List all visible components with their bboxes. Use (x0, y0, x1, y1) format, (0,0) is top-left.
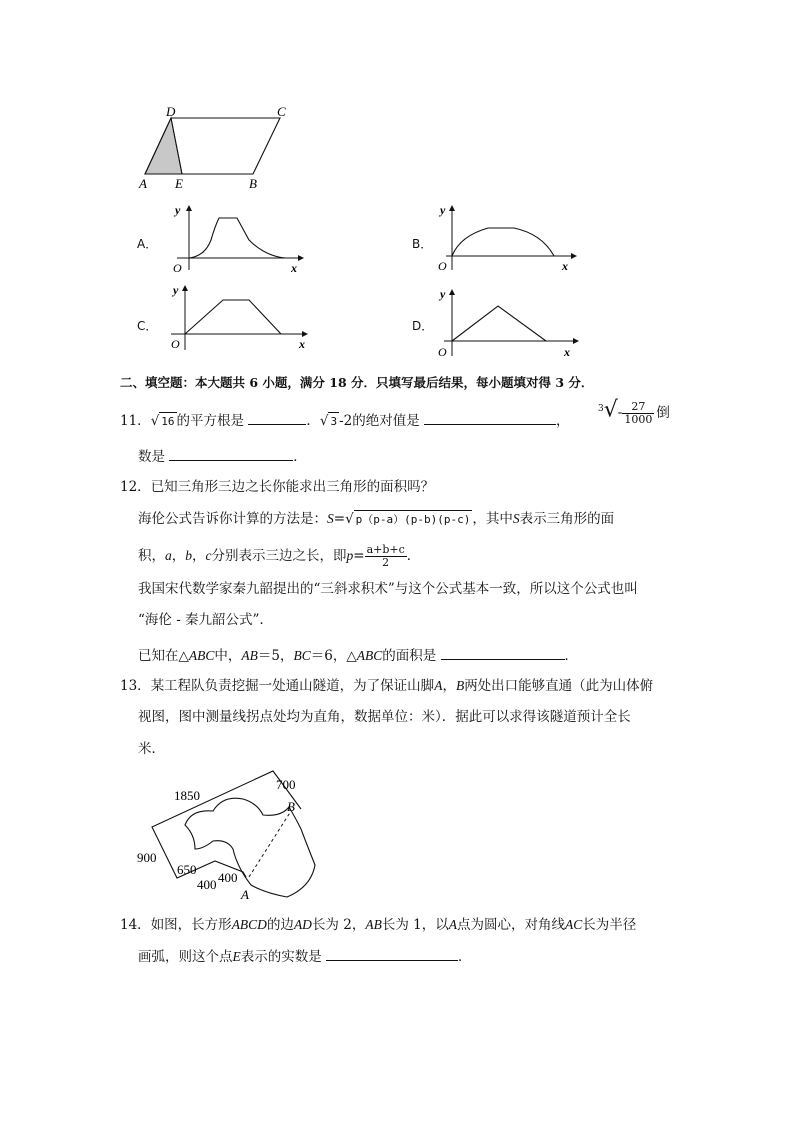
option-c-label: C． (137, 319, 158, 333)
q14-line-1d: 长为 1，以 (381, 917, 449, 933)
cube-root-expression: $^3$√- $\frac{27}{1000}$ 倒 (598, 397, 670, 426)
q13-line-1a: 某工程队负责挖掘一处通山隧道，为了保证山脚 (150, 678, 435, 694)
q12-line-4: 我国宋代数学家秦九韶提出的“三斜求积术”与这个公式基本一致，所以这个公式也叫 (138, 581, 638, 597)
q12-heron-formula-line (138, 510, 614, 529)
segment-ab: AB (241, 648, 258, 663)
q12-line-3 (138, 544, 420, 569)
triangle-abc: ABC (356, 648, 383, 663)
period: ． (458, 949, 472, 965)
graph-option-b (438, 200, 583, 278)
question-13 (120, 677, 653, 695)
question-14 (120, 916, 636, 934)
label-C: C (277, 104, 286, 119)
answer-blank-4[interactable] (441, 645, 565, 660)
tunnel-dashed-line (249, 811, 291, 877)
fraction-semi-perimeter: $\frac{a+b+c}{2}$ (366, 543, 405, 569)
section-title: 二、填空题：本大题共 6 小题，满分 18 分．只填写最后结果，每小题填对得 3 分． (120, 375, 594, 390)
segment-ac: AC (564, 917, 583, 932)
parallelogram-figure (135, 100, 295, 192)
equals: = (353, 548, 365, 564)
sqrt-radical: √ p（p-a）(p-b)(p-c) (345, 511, 471, 527)
answer-blank-3[interactable] (169, 446, 293, 461)
q12-line-3b: 分别表示三边之长，即 (211, 548, 347, 564)
q11-text-6: 数是 (138, 449, 165, 465)
y-axis-label: y (173, 283, 179, 297)
label-E: E (175, 176, 183, 191)
q14-line-2b: 表示的实数是 (240, 949, 322, 965)
q14-line-1a: 如图，长方形 (150, 917, 232, 933)
question-11-line-2 (138, 446, 307, 466)
q13-line-1b: 两处出口能够直通（此为山体俯 (464, 678, 654, 694)
y-axis-label: y (440, 287, 446, 301)
q14-line-1b: 的边 (266, 917, 294, 933)
var-c: c (205, 548, 212, 563)
graph-option-c (165, 282, 315, 360)
measure-1850: 1850 (174, 788, 200, 803)
x-axis-label: x (291, 261, 297, 275)
comma: ， (442, 678, 456, 694)
q12-line-6b: 中， (214, 648, 242, 664)
q12-line-5: “海伦 - 秦九韶公式”． (138, 612, 273, 628)
q14-line-1c: 长为 2， (311, 917, 366, 933)
sqrt-16: √ 16 (150, 413, 175, 429)
tunnel-figure (133, 765, 333, 905)
var-S: S (512, 511, 520, 526)
fraction-27-1000: $\frac{27}{1000}$ (624, 399, 653, 426)
x-axis-label: x (299, 337, 305, 351)
answer-blank-5[interactable] (326, 946, 458, 961)
var-b: b (185, 548, 192, 563)
question-number: 11． (120, 413, 151, 429)
comma: ， (171, 548, 186, 564)
option-d-label: D． (412, 319, 434, 333)
q12-line-6 (138, 645, 578, 665)
q14-line-1f: 长为半径 (582, 917, 637, 933)
point-B-label: B (287, 799, 295, 814)
q12-line-1: 已知三角形三边之长你能求出三角形的面积吗？ (150, 479, 435, 495)
measure-400-left: 400 (197, 877, 217, 892)
option-a-label: A． (137, 237, 158, 251)
period: ． (406, 548, 421, 564)
q11-text-7: ． (293, 449, 307, 465)
period: ． (564, 648, 579, 664)
q13-line-2: 视图，图中测量线拐点处均为直角，数据单位：米）．据此可以求得该隧道预计全长 (138, 709, 631, 725)
segment-ab: AB (365, 917, 382, 932)
var-S: S (327, 511, 334, 526)
q11-text-3: -2的绝对值是 (339, 413, 420, 429)
question-number: 14． (120, 917, 151, 933)
sqrt-3: √ 3 (319, 413, 338, 429)
segment-bc: BC (293, 648, 311, 663)
segment-ad: AD (293, 917, 312, 932)
label-A: A (139, 176, 147, 191)
x-axis-label: x (562, 259, 568, 273)
q11-text-5: 倒 (656, 404, 670, 421)
measure-700: 700 (276, 777, 296, 792)
comma: ， (192, 548, 206, 564)
measure-900: 900 (137, 850, 157, 865)
measure-400-right: 400 (218, 870, 238, 885)
q12-line-2b: ，其中 (472, 511, 513, 527)
q12-line-2a: 海伦公式告诉你计算的方法是： (138, 511, 327, 527)
q12-line-2c: 表示三角形的面 (519, 511, 615, 527)
origin-label: O (438, 259, 447, 273)
q13-line-3: 米． (138, 741, 165, 757)
answer-blank-2[interactable] (424, 410, 556, 425)
var-a: a (165, 548, 172, 563)
rectangle-abcd: ABCD (231, 917, 267, 932)
option-b-label: B． (412, 237, 433, 251)
point-A: A (434, 678, 443, 693)
equals: = (333, 511, 346, 527)
question-11 (120, 410, 570, 431)
q11-text-4: ， (556, 413, 570, 429)
root-index: 3 (598, 404, 604, 414)
label-B: B (249, 176, 257, 191)
q12-line-6d: ＝6，△ (310, 648, 357, 664)
q14-line-1e: 点为圆心，对角线 (456, 917, 565, 933)
point-A-label: A (241, 887, 249, 902)
x-axis-label: x (564, 345, 570, 359)
triangle-abc: ABC (188, 648, 215, 663)
graph-option-d (438, 284, 583, 360)
y-axis-label: y (440, 203, 446, 217)
y-axis-label: y (175, 203, 181, 217)
question-12 (120, 478, 434, 496)
q14-line-2a: 画弧，则这个点 (138, 949, 233, 965)
label-D: D (166, 104, 176, 119)
question-number: 12． (120, 479, 151, 495)
minus-sign: - (617, 404, 623, 421)
q14-line-2 (138, 946, 472, 966)
var-p: p (346, 548, 354, 563)
q12-line-3a: 积， (138, 548, 165, 564)
q12-line-6a: 已知在△ (138, 648, 189, 664)
q12-line-6c: ＝5， (257, 648, 294, 664)
origin-label: O (173, 261, 182, 275)
answer-blank-1[interactable] (248, 410, 306, 425)
point-e: E (232, 949, 241, 964)
point-B: B (455, 678, 465, 693)
measure-650: 650 (177, 862, 197, 877)
point-a: A (448, 917, 457, 932)
q11-text-2: ． (306, 413, 320, 429)
graph-option-a (165, 200, 310, 278)
origin-label: O (171, 337, 180, 351)
origin-label: O (438, 345, 447, 359)
q11-text-1: 的平方根是 (176, 413, 245, 429)
q12-line-6e: 的面积是 (382, 648, 437, 664)
question-number: 13． (120, 678, 151, 694)
